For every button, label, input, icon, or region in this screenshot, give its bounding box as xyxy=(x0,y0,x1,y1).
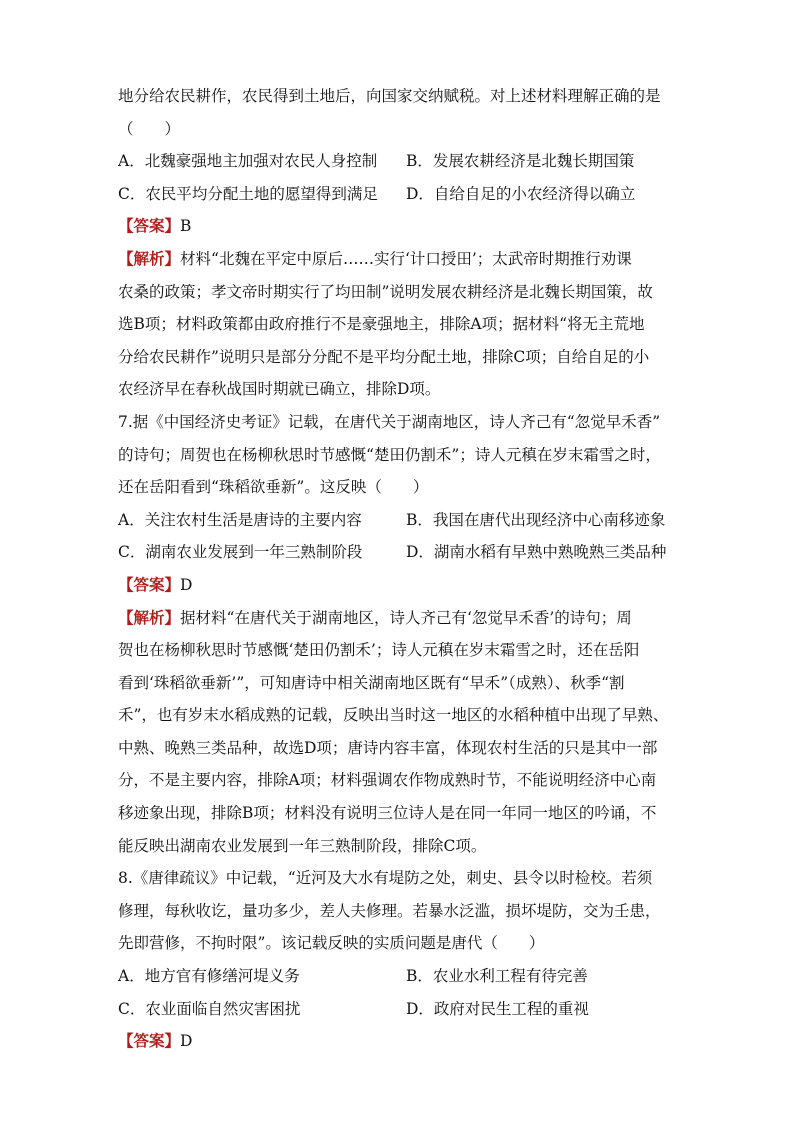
option-a: A．北魏豪强地主加强对农民人身控制 xyxy=(118,152,378,171)
question-7-analysis-line: 看到‘珠稻欲垂新’”，可知唐诗中相关湖南地区既有“早禾”（成熟）、秋季“割 xyxy=(118,673,625,692)
question-7 xyxy=(118,406,688,862)
question-8-options-row xyxy=(118,960,688,993)
question-7-analysis-line: 移迹象出现，排除B项；材料没有说明三位诗人是在同一年同一地区的吟诵，不 xyxy=(118,804,657,823)
question-6-options-row xyxy=(118,178,688,211)
answer-tag: 【答案】 xyxy=(118,1031,181,1051)
question-8-answer xyxy=(118,1025,688,1058)
question-7-analysis-line: 贺也在杨柳秋思时节感慨‘楚田仍割禾’；诗人元稹在岁末霜雪之时，还在岳阳 xyxy=(118,641,640,660)
analysis-text: 据材料“在唐代关于湖南地区，诗人齐己有‘忽觉早禾香’的诗句；周 xyxy=(180,608,632,627)
question-6-stem-line: （ ） xyxy=(118,119,181,138)
answer-tag: 【答案】 xyxy=(118,574,181,594)
question-6-analysis-line: 分给农民耕作”说明只是部分分配不是平均分配土地，排除C项；自给自足的小 xyxy=(118,347,650,366)
question-7-answer xyxy=(118,569,688,602)
question-7-analysis-line xyxy=(118,602,688,635)
option-c: C．农业面临自然灾害困扰 xyxy=(118,999,301,1018)
question-6-analysis-line: 农桑的政策；孝文帝时期实行了均田制”说明发展农耕经济是北魏长期国策，故 xyxy=(118,282,653,301)
document-page xyxy=(118,80,688,1058)
option-b: B．我国在唐代出现经济中心南移迹象 xyxy=(406,510,666,529)
question-8-options-row xyxy=(118,993,688,1026)
option-a: A．关注农村生活是唐诗的主要内容 xyxy=(118,510,362,529)
answer-tag: 【答案】 xyxy=(118,216,181,236)
question-7-stem-line: 7.据《中国经济史考证》记载，在唐代关于湖南地区，诗人齐己有“忽觉早禾香” xyxy=(118,412,661,431)
option-d: D．政府对民生工程的重视 xyxy=(406,999,589,1018)
question-6 xyxy=(118,80,688,406)
option-c: C．湖南农业发展到一年三熟制阶段 xyxy=(118,543,363,562)
question-7-stem-line: 还在岳阳看到“珠稻欲垂新”。这反映（ ） xyxy=(118,478,429,497)
option-a: A．地方官有修缮河堤义务 xyxy=(118,967,300,986)
question-8-stem-line: 先即营修，不拘时限”。该记载反映的实质问题是唐代（ ） xyxy=(118,934,545,953)
question-8 xyxy=(118,862,688,1058)
question-7-options-row xyxy=(118,504,688,537)
option-b: B．农业水利工程有待完善 xyxy=(406,967,588,986)
option-d: D．湖南水稻有早熟中熟晚熟三类品种 xyxy=(406,543,667,562)
answer-value: B xyxy=(180,217,192,236)
answer-value: D xyxy=(180,575,193,594)
analysis-tag: 【解析】 xyxy=(118,248,181,268)
question-6-stem-line: 地分给农民耕作，农民得到土地后，向国家交纳赋税。对上述材料理解正确的是 xyxy=(118,87,661,105)
option-c: C．农民平均分配土地的愿望得到满足 xyxy=(118,184,378,203)
question-6-analysis-line: 农经济早在春秋战国时期就已确立，排除D项。 xyxy=(118,380,441,399)
question-7-analysis-line: 禾”，也有岁末水稻成熟的记载，反映出当时这一地区的水稻种植中出现了早熟、 xyxy=(118,706,669,725)
question-8-stem-line: 修理，每秋收讫，量功多少，差人夫修理。若暴水泛滥，损坏堤防，交为壬患， xyxy=(118,901,661,920)
analysis-tag: 【解析】 xyxy=(118,607,181,627)
question-8-stem-line: 8.《唐律疏议》中记载，“近河及大水有堤防之处，刺史、县令以时检校。若须 xyxy=(118,869,653,888)
question-7-stem-line: 的诗句；周贺也在杨柳秋思时节感慨“楚田仍割禾”；诗人元稹在岁末霜雪之时， xyxy=(118,445,661,464)
option-d: D．自给自足的小农经济得以确立 xyxy=(406,184,636,203)
question-7-options-row xyxy=(118,536,688,569)
question-6-answer xyxy=(118,210,688,243)
question-7-analysis-line: 中熟、晚熟三类品种，故选D项；唐诗内容丰富，体现农村生活的只是其中一部 xyxy=(118,738,658,757)
question-6-analysis-line: 选B项；材料政策都由政府推行不是豪强地主，排除A项；据材料“将无主荒地 xyxy=(118,315,645,334)
answer-value: D xyxy=(180,1032,193,1051)
question-7-analysis-line: 能反映出湖南农业发展到一年三熟制阶段，排除C项。 xyxy=(118,836,487,855)
question-6-options-row xyxy=(118,145,688,178)
analysis-text: 材料“北魏在平定中原后……实行‘计口授田’；太武帝时期推行劝课 xyxy=(180,249,632,268)
question-7-analysis-line: 分，不是主要内容，排除A项；材料强调农作物成熟时节，不能说明经济中心南 xyxy=(118,771,657,790)
question-6-analysis-line xyxy=(118,243,688,276)
option-b: B．发展农耕经济是北魏长期国策 xyxy=(406,152,635,171)
